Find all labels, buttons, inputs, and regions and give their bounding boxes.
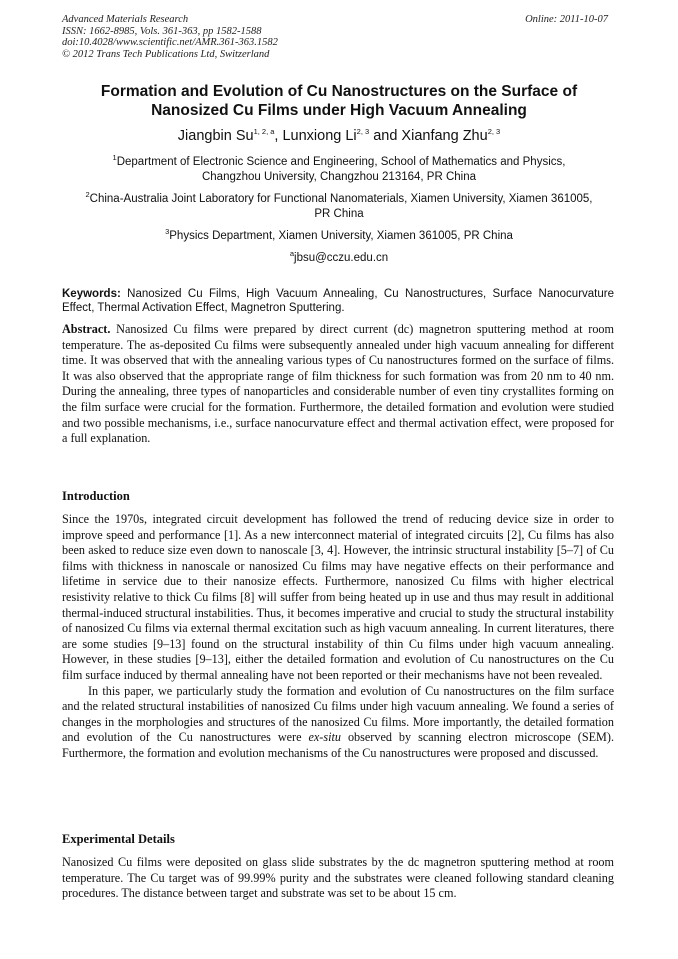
- ex-situ-term: ex-situ: [308, 730, 341, 745]
- affiliation-1-mark: 1: [112, 153, 117, 163]
- experimental-paragraph-1: Nanosized Cu films were deposited on glass slide substrates by the dc magnetron sputtering method at room temperature. The Cu target was of 99.99% purity and the substrates were cleaned following standard cleaning procedures. The distance between target and substrate was set to be about 15 cm.: [62, 855, 614, 901]
- author-list: [62, 127, 616, 145]
- affiliation-1: [62, 155, 616, 184]
- affiliation-2-line-1: China-Australia Joint Laboratory for Functional Nanomaterials, Xiamen University, Xiamen 361005,: [89, 193, 593, 205]
- abstract-label: Abstract.: [62, 322, 111, 336]
- issn-line: ISSN: 1662-8985, Vols. 361-363, pp 1582-1588: [62, 25, 262, 37]
- introduction-body: [62, 512, 614, 762]
- affiliation-1-line-2: Changzhou University, Changzhou 213164, PR China: [201, 170, 477, 183]
- introduction-paragraph-2: [62, 684, 614, 762]
- keywords-text: Nanosized Cu Films, High Vacuum Annealing, Cu Nanostructures, Surface Nanocurvature Effect, Thermal Activation Effect, Magnetron Sputtering.: [62, 288, 614, 314]
- email-mark: a: [289, 249, 295, 259]
- paper-title: [62, 82, 616, 120]
- title-line-2: Nanosized Cu Films under High Vacuum Annealing: [151, 102, 527, 119]
- affiliation-2-mark: 2: [85, 190, 90, 200]
- affiliation-2: [62, 192, 616, 221]
- author-2-affil: 2, 3: [356, 127, 370, 137]
- journal-header: [62, 14, 278, 60]
- introduction-heading: Introduction: [62, 489, 130, 503]
- title-line-1: Formation and Evolution of Cu Nanostructures on the Surface of: [100, 83, 578, 100]
- experimental-body: [62, 855, 614, 902]
- introduction-paragraph-1: Since the 1970s, integrated circuit development has followed the trend of reducing device size in order to improve speed and performance [1]. As a new interconnect material of integrated circuits [2], Cu films has also been asked to reduce size even down to nanoscale [3, 4]. However, the intrinsic structural instability [5–7] of Cu films with thickness in nanoscale or nanosized Cu films may have negative effects on their performance and lifetime in service due to their nanosize effects. Furthermore, nanosized Cu films with higher electrical resistivity relative to thick Cu films [8] will suffer from being heated up in use and thus may result in additional thermal-induced structural instabilities. Thus, it becomes imperative and crucial to study the structural instability of nanosized Cu films via external thermal excitation such as high vacuum annealing. In current literatures, there are some studies [9–13] found on the structural instability of thin Cu films under high vacuum annealing. However, in these studies [9–13], either the detailed formation and evolution of Cu nanostructures on the Cu film surface induced by thermal annealing have not been reported or their mechanisms have not been revealed.: [62, 512, 614, 682]
- affiliation-3-mark: 3: [165, 227, 170, 237]
- contact-email: [62, 251, 616, 266]
- author-1-affil: 1, 2, a: [253, 127, 275, 137]
- email-address[interactable]: jbsu@cczu.edu.cn: [294, 252, 389, 264]
- online-date: Online: 2011-10-07: [525, 14, 608, 25]
- affiliation-3-line-1: Physics Department, Xiamen University, Xiamen 361005, PR China: [169, 230, 513, 242]
- experimental-heading: Experimental Details: [62, 832, 175, 846]
- doi-line[interactable]: doi:10.4028/www.scientific.net/AMR.361-363.1582: [62, 37, 278, 48]
- introduction-p2-text: In this paper, we particularly study the formation and evolution of Cu nanostructures on the film surface and the related structural instabilities of nanosized Cu films under high vacuum annealing. We found a series of changes in the morphologies and structures of the nanosized Cu films. More importantly, the detailed formation and evolution of the Cu nanostructures were: [62, 683, 614, 745]
- abstract-text: Nanosized Cu films were prepared by direct current (dc) magnetron sputtering method at room temperature. The as-deposited Cu films were subsequently annealed under high vacuum annealing for different time. It was observed that with the annealing various types of Cu nanostructures formed on the surface of films. It was also observed that the appropriate range of film thickness for such formation was from 20 nm to 40 nm. During the annealing, three types of nanoparticles and considerable number of even tiny crystallites forming on the film surface were crucial for the formation. Furthermore, the detailed formation and evolution were studied and two possible mechanisms, i.e., surface nanocurvature effect and thermal activation effect, were proposed for a full explanation.: [62, 322, 614, 446]
- introduction-p2-text-end: observed by scanning electron microscope (SEM). Furthermore, the formation and evolution mechanisms of the Cu nanostructures were proposed and discussed.: [62, 730, 614, 760]
- author-1: Jiangbin Su: [177, 128, 254, 144]
- abstract: [62, 322, 614, 447]
- affiliation-3: [62, 229, 616, 244]
- author-sep: and: [369, 128, 402, 144]
- author-3-affil: 2, 3: [487, 127, 501, 137]
- author-sep: ,: [274, 128, 283, 144]
- affiliation-2-line-2: PR China: [314, 207, 364, 220]
- journal-name: Advanced Materials Research: [62, 14, 189, 25]
- author-2: Lunxiong Li: [282, 128, 357, 144]
- affiliation-1-line-1: Department of Electronic Science and Engineering, School of Mathematics and Physics,: [116, 156, 566, 168]
- keywords: [62, 287, 614, 315]
- copyright-line: © 2012 Trans Tech Publications Ltd, Switzerland: [62, 48, 270, 60]
- author-3: Xianfang Zhu: [401, 128, 488, 144]
- keywords-label: Keywords:: [62, 288, 121, 300]
